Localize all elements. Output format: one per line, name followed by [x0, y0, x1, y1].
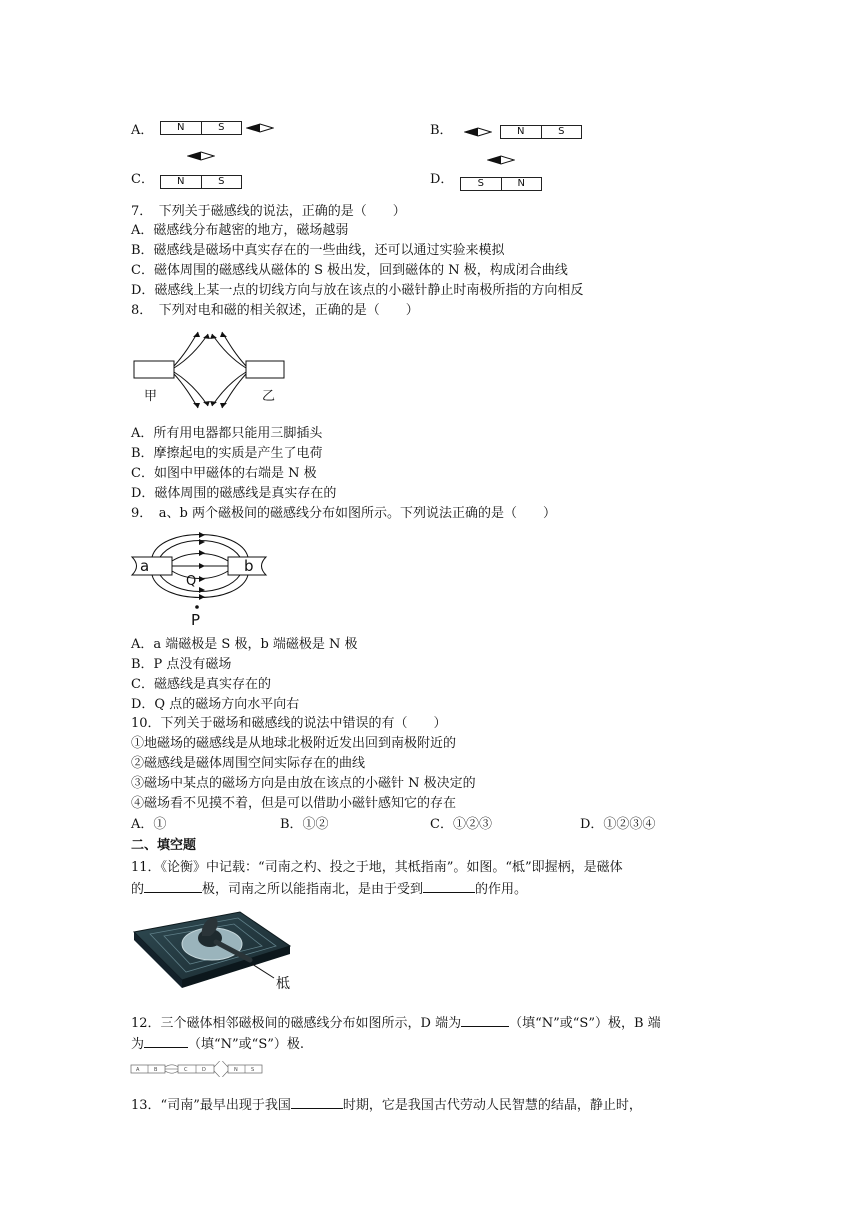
magnet-yi	[246, 361, 284, 378]
q8-option-d: D．磁体周围的磁感线是真实存在的	[131, 486, 337, 501]
compass-needle-icon	[187, 151, 215, 161]
q6-option-c-magnet	[160, 175, 242, 189]
q12-blank-1[interactable]	[461, 1014, 509, 1027]
q7-option-c: C．磁体周围的磁感线从磁体的 S 极出发，回到磁体的 N 极，构成闭合曲线	[131, 263, 568, 278]
q12-line-1	[131, 1014, 661, 1033]
q10-option-b: B．①②	[280, 817, 329, 832]
q6-option-d-magnet	[460, 177, 542, 191]
label-yi: 乙	[262, 389, 276, 404]
q11-blank-1[interactable]	[144, 880, 202, 893]
q12-three-magnets-figure	[130, 1061, 264, 1077]
magnet-pole: S	[201, 122, 242, 134]
fig-label: N	[234, 1067, 238, 1073]
magnet-pole: N	[501, 178, 542, 190]
magnet-pole: S	[477, 178, 484, 189]
fig-label: S	[251, 1067, 255, 1073]
magnet-pole: N	[177, 176, 185, 187]
q12-blank-2[interactable]	[144, 1035, 188, 1048]
fig-label: C	[184, 1067, 188, 1073]
label-b: b	[244, 557, 254, 575]
q8-option-c: C．如图中甲磁体的右端是 N 极	[131, 466, 317, 481]
section-heading: 二、填空题	[131, 838, 197, 853]
label-p: P	[191, 611, 201, 627]
q9-option-d: D．Q 点的磁场方向水平向右	[131, 697, 300, 712]
q8-magnet-field-figure	[130, 324, 290, 414]
fig-label: A	[136, 1067, 140, 1073]
q9-option-c: C．磁感线是真实存在的	[131, 677, 271, 692]
q11-text: 极，司南之所以能指南北，是由于受到	[202, 882, 424, 897]
q6-option-b-label: B．	[430, 123, 453, 138]
q10-statement-4: ④磁场看不见摸不着，但是可以借助小磁针感知它的存在	[131, 796, 457, 811]
q7-option-a: A．磁感线分布越密的地方，磁场越弱	[131, 223, 349, 238]
q8-option-b: B．摩擦起电的实质是产生了电荷	[131, 446, 323, 461]
q9-stem: 9． a、b 两个磁极间的磁感线分布如图所示。下列说法正确的是（ ）	[131, 506, 556, 521]
q8-stem: 8． 下列对电和磁的相关叙述，正确的是（ ）	[131, 303, 419, 318]
q10-statement-2: ②磁感线是磁体周围空间实际存在的曲线	[131, 756, 366, 771]
q13-text: 时期，它是我国古代劳动人民智慧的结晶，静止时，	[342, 1098, 642, 1113]
magnet-pole: S	[201, 176, 242, 188]
magnet-pole: S	[541, 126, 582, 138]
q12-text: （填“N”或“S”）极.	[188, 1037, 305, 1052]
q7-option-b: B．磁感线是磁场中真实存在的一些曲线，还可以通过实验来模拟	[131, 243, 505, 258]
q9-field-figure	[130, 527, 270, 627]
fig-label: B	[154, 1067, 158, 1073]
q11-blank-2[interactable]	[423, 880, 475, 893]
q11-line-2	[131, 880, 527, 899]
q10-statement-3: ③磁场中某点的磁场方向是由放在该点的小磁针 N 极决定的	[131, 776, 476, 791]
q10-statement-1: ①地磁场的磁感线是从地球北极附近发出回到南极附近的	[131, 736, 457, 751]
magnet-jia	[134, 361, 174, 378]
compass-needle-icon	[464, 127, 492, 137]
q10-option-c: C．①②③	[430, 817, 492, 832]
q6-option-b-magnet	[500, 125, 582, 139]
q7-stem: 7． 下列关于磁感线的说法，正确的是（ ）	[131, 204, 406, 219]
q13-line-1	[131, 1096, 642, 1115]
label-jia: 甲	[144, 389, 158, 404]
label-a: a	[140, 557, 150, 575]
q13-text: 13．“司南”最早出现于我国	[131, 1098, 291, 1113]
q10-option-a: A．①	[131, 817, 167, 832]
q8-option-a: A．所有用电器都只能用三脚插头	[131, 426, 323, 441]
q6-option-a-label: A．	[131, 123, 154, 138]
q12-text: 为	[131, 1037, 145, 1052]
q12-text: （填“N”或“S”）极，B 端	[509, 1016, 661, 1031]
q10-option-d: D．①②③④	[580, 817, 656, 832]
magnet-a	[132, 557, 172, 575]
q13-blank-1[interactable]	[291, 1096, 343, 1109]
compass-needle-icon	[246, 123, 274, 133]
q6-option-d-label: D．	[430, 172, 454, 187]
q9-option-b: B．P 点没有磁场	[131, 657, 232, 672]
q11-text: 的	[131, 882, 145, 897]
label-q: Q	[186, 574, 197, 589]
label-di: 柢	[276, 976, 290, 992]
q10-stem: 10．下列关于磁场和磁感线的说法中错误的有（ ）	[131, 716, 447, 731]
q11-line-1: 11．《论衡》中记载：“司南之杓、投之于地，其柢指南”。如图。“柢”即握柄，是磁体	[131, 860, 623, 875]
q9-option-a: A．a 端磁极是 S 极，b 端磁极是 N 极	[131, 637, 358, 652]
magnet-pole: N	[177, 122, 185, 133]
q7-option-d: D．磁感线上某一点的切线方向与放在该点的小磁针静止时南极所指的方向相反	[131, 283, 584, 298]
q11-text: 的作用。	[475, 882, 528, 897]
sinan-compass-figure	[130, 904, 300, 996]
q12-line-2	[131, 1035, 304, 1054]
compass-needle-icon	[487, 155, 515, 165]
q6-option-a-magnet	[160, 121, 242, 135]
q12-text: 12．三个磁体相邻磁极间的磁感线分布如图所示，D 端为	[131, 1016, 462, 1031]
q6-option-c-label: C．	[131, 172, 154, 187]
magnet-pole: N	[517, 126, 525, 137]
fig-label: D	[202, 1067, 206, 1073]
